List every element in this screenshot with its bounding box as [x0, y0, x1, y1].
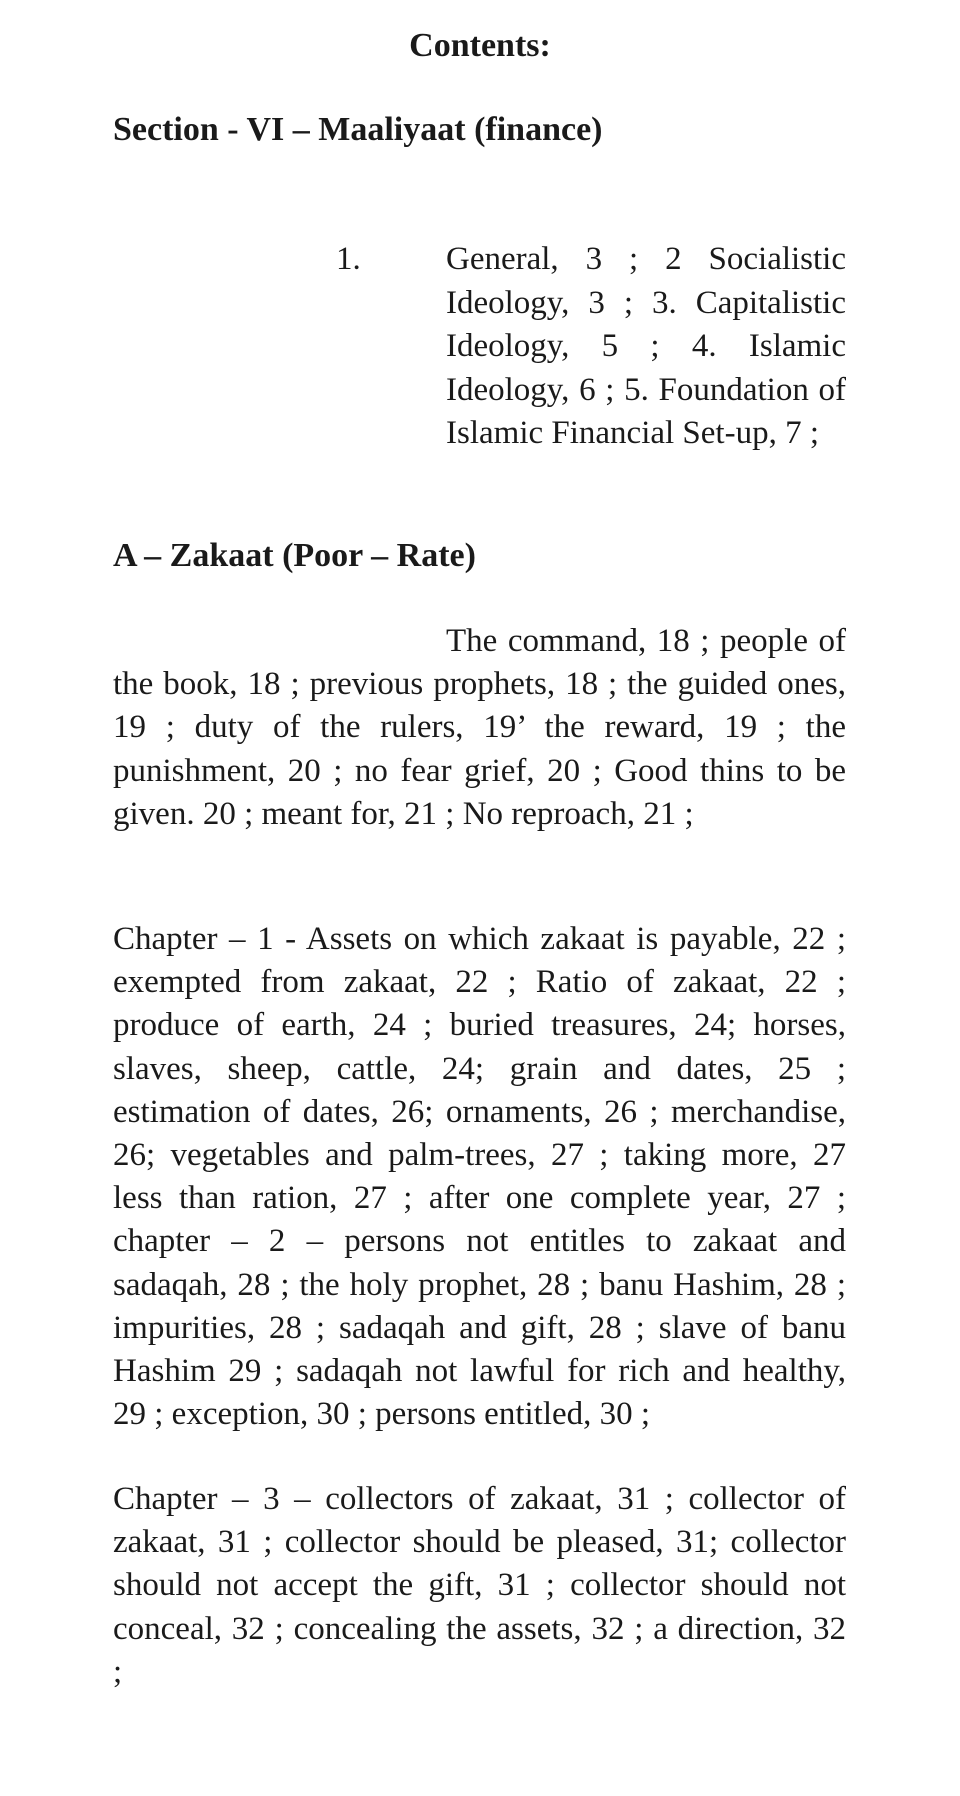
paragraph-intro: The command, 18 ; people of the book, 18 ; previous prophets, 18 ; the guided ones, 19 ; duty of the rulers, 19’ the reward, 19 ; the punishment, 20 ; no fear grief, 20 ; Good thins to be given. 20 ; meant for, 21 ; No reproach, 21 ;: [113, 623, 846, 832]
page-title: Contents:: [409, 27, 551, 64]
section-heading: Section - VI – Maaliyaat (finance): [113, 111, 603, 148]
list-item-text: General, 3 ; 2 Socialistic Ideology, 3 ; 3. Capitalistic Ideology, 5 ; 4. Islamic Ideology, 6 ; 5. Foundation of Islamic Financial Set-up, 7 ;: [446, 241, 846, 451]
list-item-number: 1.: [336, 241, 361, 277]
sub-heading-zakaat: A – Zakaat (Poor – Rate): [113, 537, 476, 574]
paragraph-chapter-3: Chapter – 3 – collectors of zakaat, 31 ; collector of zakaat, 31 ; collector should be pleased, 31; collector should not accept the gift, 31 ; collector should not conceal, 32 ; concealing the assets, 32 ; a direction, 32 ;: [113, 1481, 846, 1690]
paragraph-chapter-1: Chapter – 1 - Assets on which zakaat is payable, 22 ; exempted from zakaat, 22 ; Ratio of zakaat, 22 ; produce of earth, 24 ; buried treasures, 24; horses, slaves, sheep, cattle, 24; grain and dates, 25 ; estimation of dates, 26; ornaments, 26 ; merchandise, 26; vegetables and palm-trees, 27 ; taking more, 27 less than ration, 27 ; after one complete year, 27 ; chapter – 2 – persons not entitles to zakaat and sadaqah, 28 ; the holy prophet, 28 ; banu Hashim, 28 ; impurities, 28 ; sadaqah and gift, 28 ; slave of banu Hashim 29 ; sadaqah not lawful for rich and healthy, 29 ; exception, 30 ; persons entitled, 30 ;: [113, 921, 846, 1433]
